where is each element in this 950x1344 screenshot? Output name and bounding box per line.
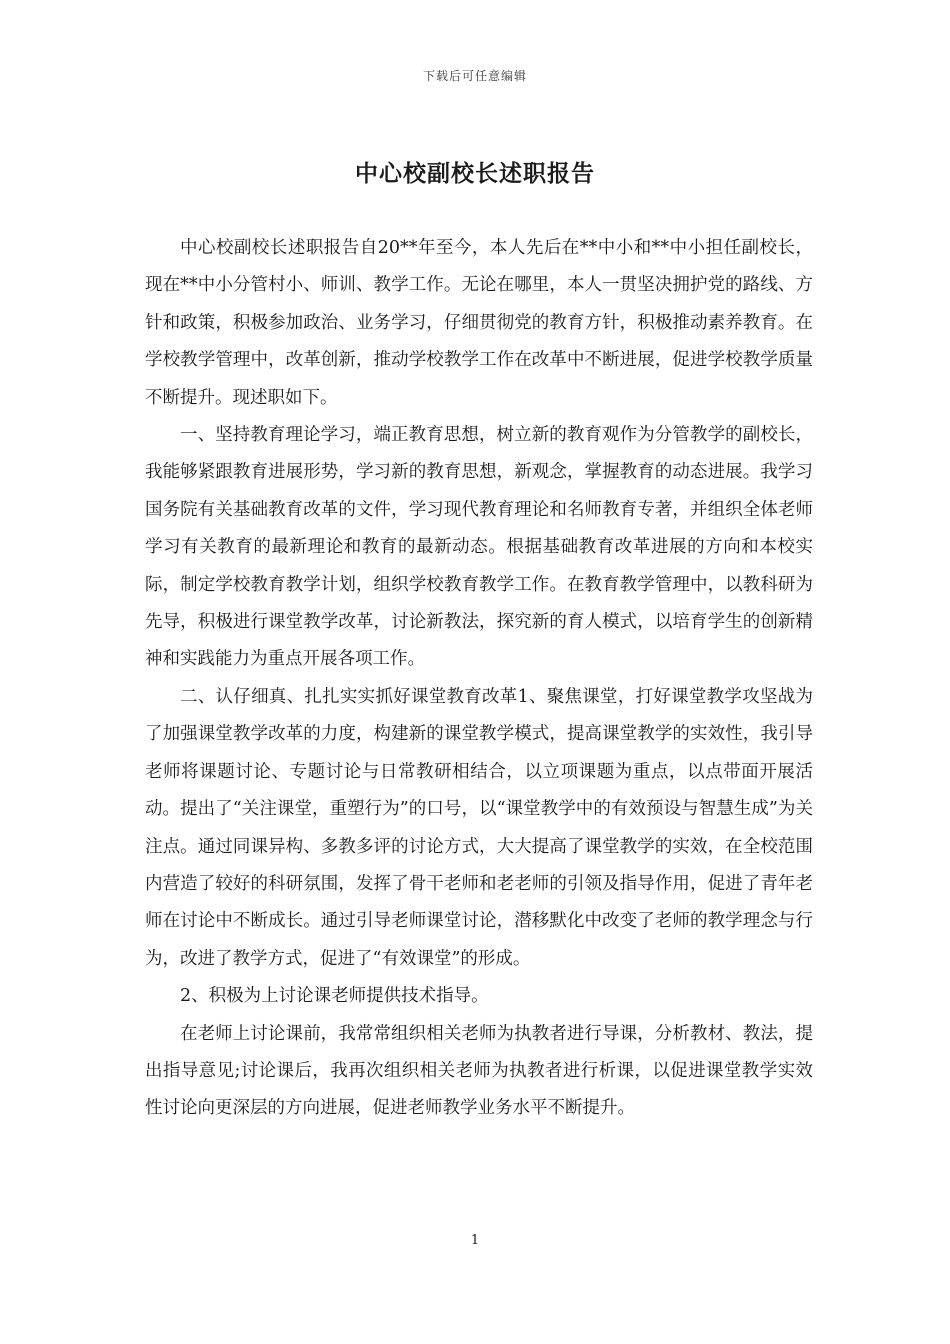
page-number: 1 [470,1233,480,1248]
document-title: 中心校副校长述职报告 [355,161,595,187]
document-body [145,230,813,1128]
paragraph-item-two-detail: 在老师上讨论课前，我常常组织相关老师为执教者进行导课，分析教材、教法，提出指导意见;讨论课后，我再次组织相关老师为执教者进行析课，以促进课堂教学实效性讨论向更深层的方向进展，促进老师教学业务水平不断提升。 [145,1023,813,1119]
paragraph-section-one: 一、坚持教育理论学习，端正教育思想，树立新的教育观作为分管教学的副校长，我能够紧跟教育进展形势，学习新的教育思想，新观念，掌握教育的动态进展。我学习国务院有关基础教育改革的文件，学习现代教育理论和名师教育专著，并组织全体老师学习有关教育的最新理论和教育的最新动态。根据基础教育改革进展的方向和本校实际，制定学校教育教学计划，组织学校教育教学工作。在教育教学管理中，以教科研为先导，积极进行课堂教学改革，讨论新教法，探究新的育人模式，以培育学生的创新精神和实践能力为重点开展各项工作。 [145,425,813,670]
paragraph-intro: 中心校副校长述职报告自20**年至今，本人先后在**中小和**中小担任副校长，现在**中小分管村小、师训、教学工作。无论在哪里，本人一贯坚决拥护党的路线、方针和政策，积极参加政治、业务学习，仔细贯彻党的教育方针，积极推动素养教育。在学校教学管理中，改革创新，推动学校教学工作在改革中不断进展，促进学校教学质量不断提升。现述职如下。 [145,238,813,408]
paragraph-item-two: 2、积极为上讨论课老师提供技术指导。 [180,986,489,1007]
paragraph-section-two: 二、认仔细真、扎扎实实抓好课堂教育改革1、聚焦课堂，打好课堂教学攻坚战为了加强课堂教学改革的力度，构建新的课堂教学模式，提高课堂教学的实效性，我引导老师将课题讨论、专题讨论与日常教研相结合，以立项课题为重点，以点带面开展活动。提出了“关注课堂，重塑行为”的口号，以“课堂教学中的有效预设与智慧生成”为关注点。通过同课异构、多教多评的讨论方式，大大提高了课堂教学的实效，在全校范围内营造了较好的科研氛围，发挥了骨干老师和老老师的引领及指导作用，促进了青年老师在讨论中不断成长。通过引导老师课堂讨论，潜移默化中改变了老师的教学理念与行为，改进了教学方式，促进了“有效课堂”的形成。 [145,686,813,969]
page-header-note: 下载后可任意编辑 [422,69,527,83]
